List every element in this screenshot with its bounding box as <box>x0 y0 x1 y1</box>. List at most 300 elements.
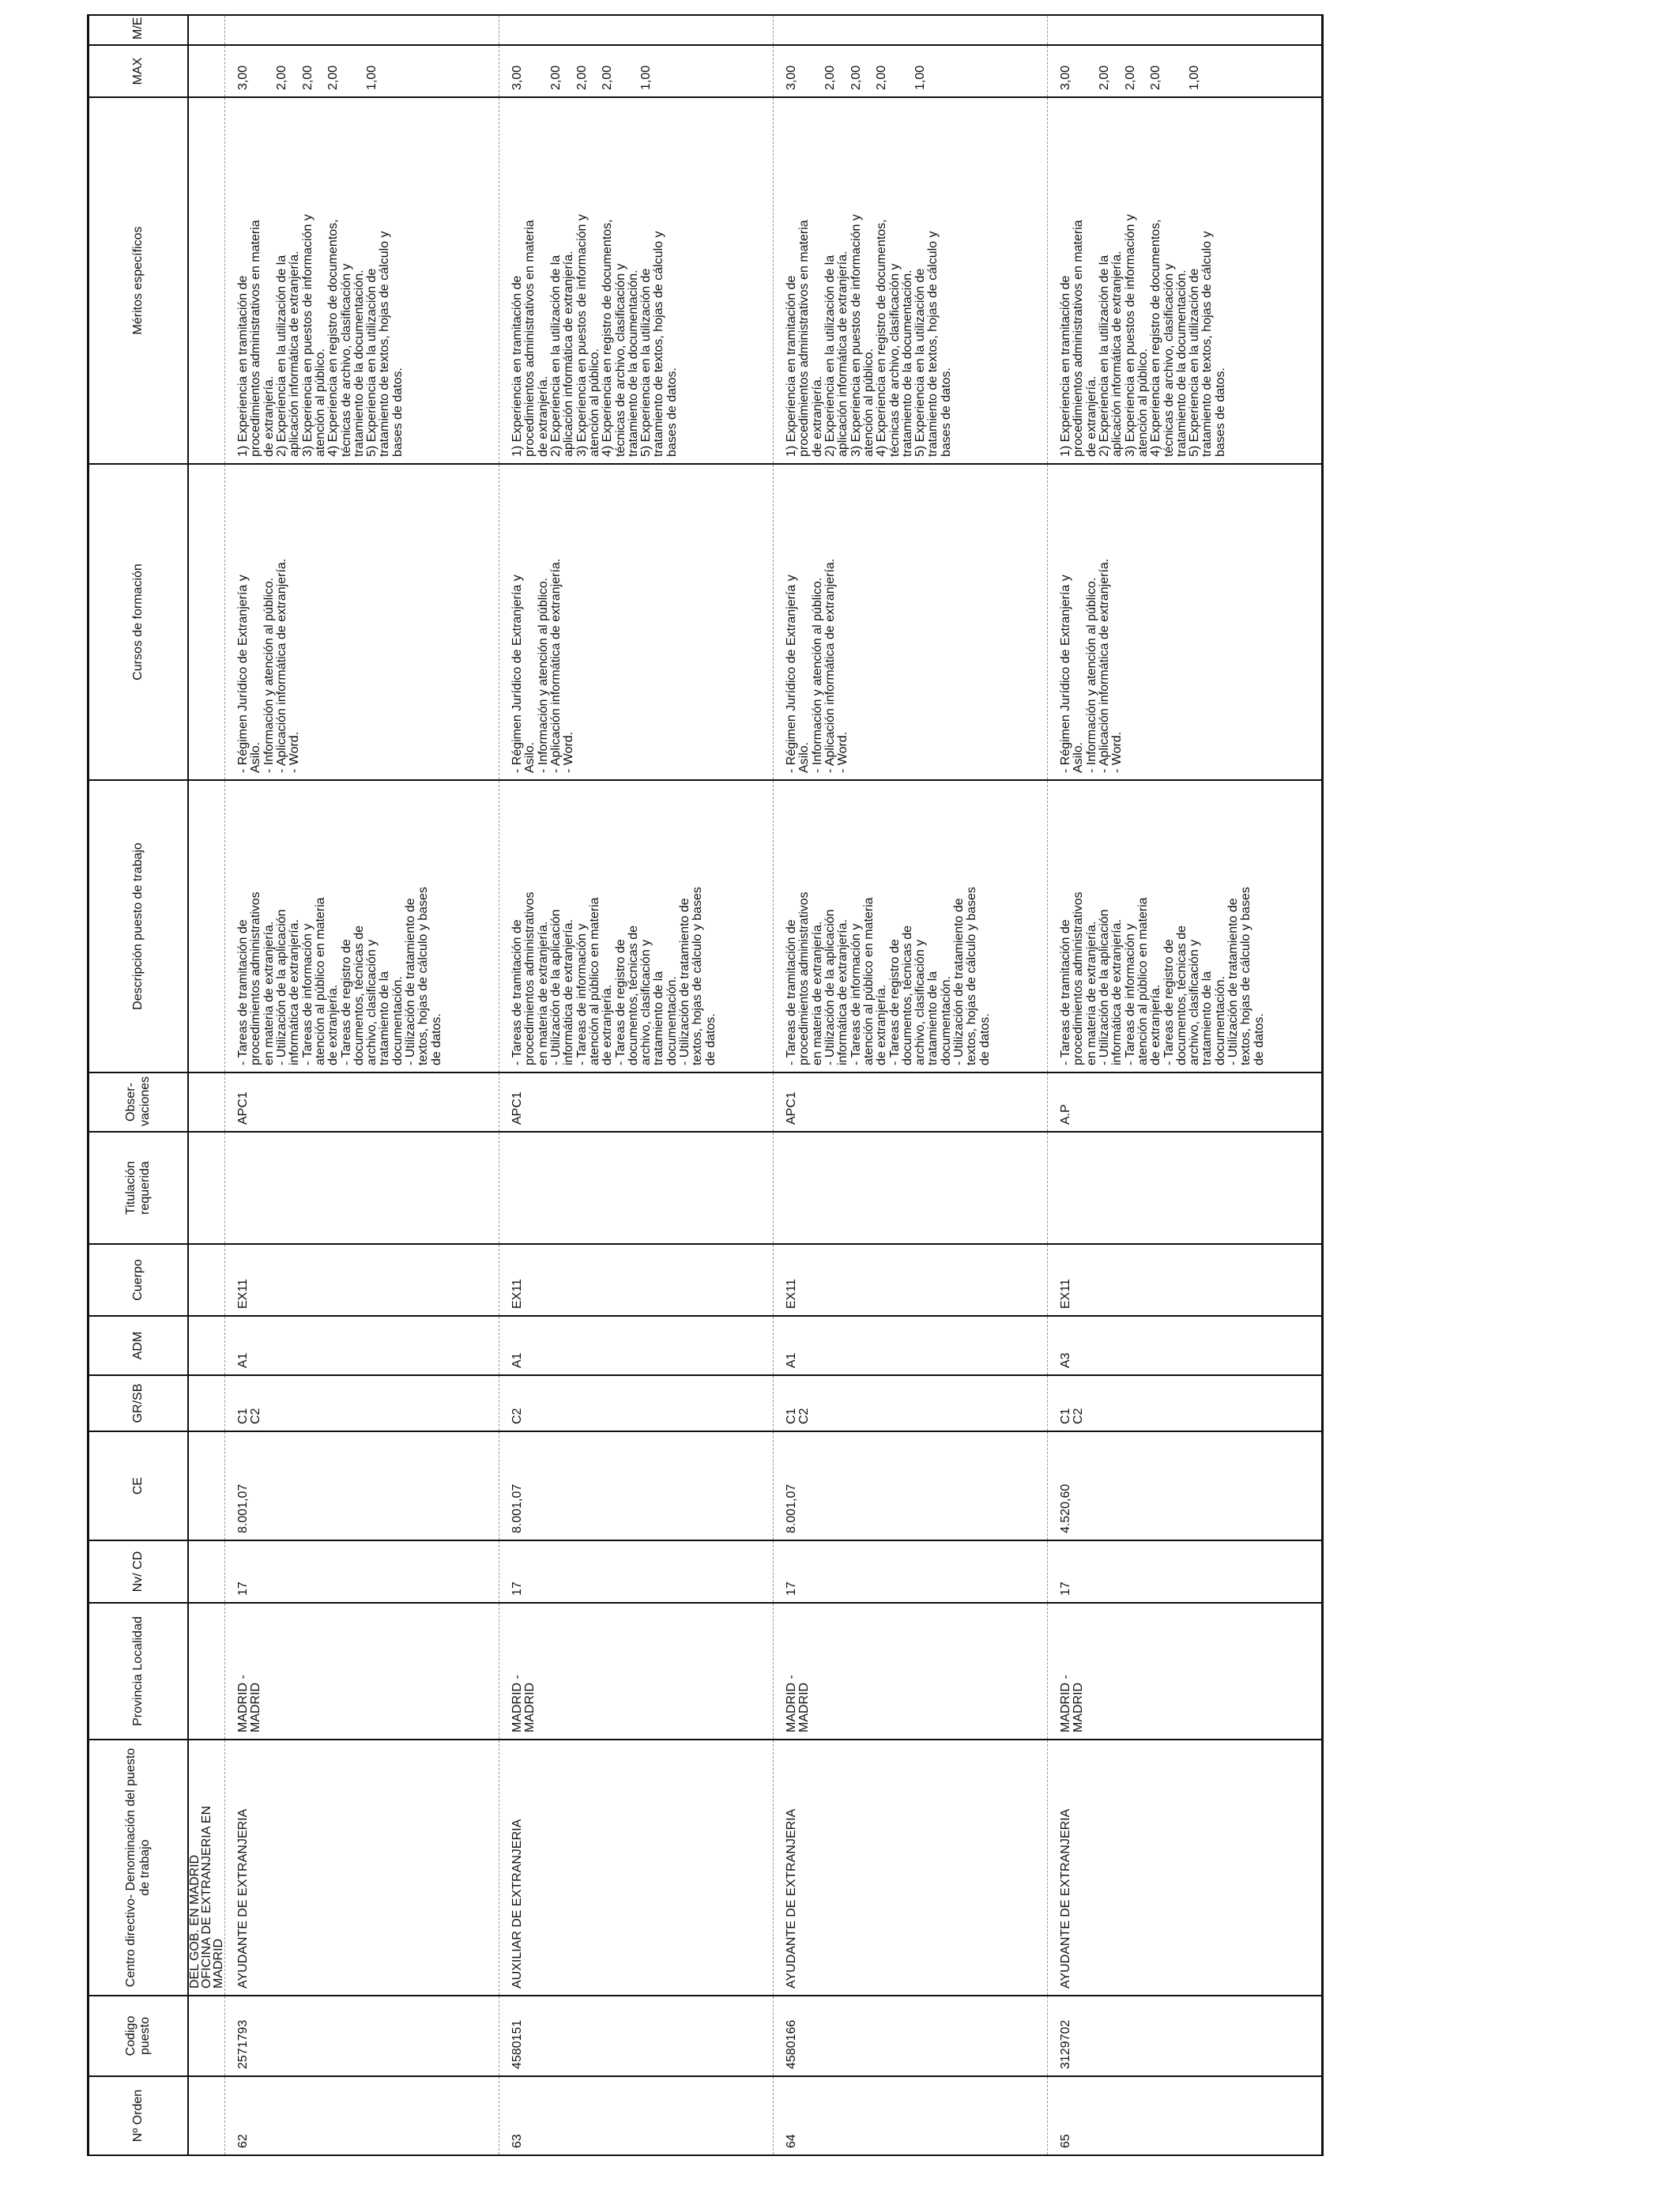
header-me: M/E <box>89 15 189 45</box>
descripcion-line: - Utilización de tratamiento de <box>952 898 966 1065</box>
meritos-line: procedimientos administrativos en materia <box>249 220 263 457</box>
observaciones-cell <box>225 1072 499 1132</box>
meritos-line: tratamiento de textos, hojas de cálculo y <box>926 231 940 457</box>
cursos-line: - Word. <box>1110 731 1124 773</box>
table-row <box>225 15 499 2155</box>
descripcion-line: documentos, técnicas de <box>1174 925 1188 1065</box>
cursos-line: - Régimen Jurídico de Extranjería y <box>785 575 798 773</box>
cursos-cell <box>1048 464 1323 780</box>
grupo-cell <box>499 1375 774 1431</box>
codigo-cell <box>225 1996 499 2076</box>
denominacion-value: AYUDANTE DE EXTRANJERIA <box>236 1808 250 1989</box>
nivel-value: 17 <box>236 1581 250 1596</box>
cursos-line: - Información y atención al público. <box>810 577 824 773</box>
meritos-line: 1) Experiencia en tramitación de <box>785 275 798 457</box>
meritos-line: 2) Experiencia en la utilización de la <box>274 254 288 457</box>
section-line: DEL GOB. EN MADRID <box>188 1854 202 1989</box>
meritos-line: 4) Experiencia en registro de documentos, <box>875 219 889 457</box>
meritos-line: de extranjería. <box>1084 375 1098 457</box>
meritos-line: 4) Experiencia en registro de documentos, <box>1149 219 1163 457</box>
orden-cell <box>225 2076 499 2155</box>
descripcion-line: informática de extranjería. <box>1110 919 1124 1065</box>
ce-cell <box>225 1431 499 1540</box>
observaciones-cell <box>1048 1072 1323 1132</box>
provincia-cell <box>774 1603 1048 1740</box>
ce-value: 8.001,07 <box>236 1483 250 1533</box>
max-line <box>1072 51 1085 90</box>
meritos-line: bases de datos. <box>1213 368 1227 457</box>
meritos-line: técnicas de archivo, clasificación y <box>339 263 353 457</box>
meritos-line: técnicas de archivo, clasificación y <box>1162 263 1176 457</box>
grupo-line: C1 <box>236 1408 250 1424</box>
meritos-line: de extranjería. <box>810 375 824 457</box>
codigo-value: 2571793 <box>236 2019 250 2069</box>
descripcion-line: textos, hojas de cálculo y bases <box>691 887 705 1065</box>
meritos-line: 3) Experiencia en puestos de información y <box>849 214 863 457</box>
denominacion-cell <box>774 1740 1048 1996</box>
header-max: MAX <box>89 45 189 97</box>
positions-table <box>87 14 1324 2156</box>
provincia-line: MADRID <box>797 1682 812 1732</box>
cursos-line: - Régimen Jurídico de Extranjería y <box>510 575 524 773</box>
nivel-cell <box>774 1540 1048 1603</box>
descripcion-line: textos, hojas de cálculo y bases <box>965 887 979 1065</box>
meritos-line: de extranjería. <box>536 375 550 457</box>
descripcion-line: - Utilización de la aplicación <box>823 909 837 1065</box>
orden-cell <box>774 2076 1048 2155</box>
max-line <box>341 51 353 90</box>
max-line: 3,00 <box>785 65 798 90</box>
descripcion-line: - Utilización de la aplicación <box>1097 909 1111 1065</box>
grupo-line: C2 <box>510 1408 524 1424</box>
meritos-line: 5) Experiencia en la utilización de <box>365 268 379 457</box>
cursos-line: - Régimen Jurídico de Extranjería y <box>236 575 250 773</box>
descripcion-line: - Tareas de información y <box>300 923 315 1065</box>
cursos-line: - Régimen Jurídico de Extranjería y <box>1059 575 1072 773</box>
descripcion-line: textos, hojas de cálculo y bases <box>1239 887 1253 1065</box>
descripcion-line: en materia de extranjería. <box>262 921 276 1065</box>
grupo-cell <box>1048 1375 1323 1431</box>
max-line <box>812 51 824 90</box>
descripcion-line: - Tareas de registro de <box>339 939 353 1065</box>
meritos-line: 3) Experiencia en puestos de información y <box>1123 214 1137 457</box>
descripcion-line: textos, hojas de cálculo y bases <box>416 887 431 1065</box>
cursos-line: - Aplicación informática de extranjería. <box>274 558 288 773</box>
descripcion-line: de datos. <box>703 1013 718 1065</box>
grupo-line: C2 <box>249 1408 263 1424</box>
me-cell <box>225 15 499 45</box>
table-row <box>1048 15 1323 2155</box>
section-empty-cell <box>188 2076 225 2155</box>
adm-cell <box>225 1316 499 1375</box>
descripcion-line: tratamiento de la <box>926 971 940 1065</box>
max-line <box>353 51 366 90</box>
meritos-line: procedimientos administrativos en materia <box>1072 220 1086 457</box>
max-line <box>798 51 811 90</box>
max-line <box>288 51 301 90</box>
descripcion-line: - Tareas de tramitación de <box>1059 919 1072 1065</box>
header-grupo: GR/SB <box>89 1375 189 1431</box>
provincia-cell <box>225 1603 499 1740</box>
descripcion-line: archivo, clasificación y <box>1188 939 1202 1065</box>
orden-cell <box>1048 2076 1323 2155</box>
header-provincia: Provincia Localidad <box>89 1603 189 1740</box>
cursos-cell <box>225 464 499 780</box>
descripcion-line: - Utilización de tratamiento de <box>404 898 418 1065</box>
ce-value: 8.001,07 <box>785 1483 798 1533</box>
max-line <box>1111 51 1124 90</box>
adm-value: A1 <box>510 1352 524 1368</box>
cursos-line: - Información y atención al público. <box>536 577 550 773</box>
meritos-cell <box>1048 97 1323 464</box>
nivel-cell <box>1048 1540 1323 1603</box>
descripcion-line: procedimientos administrativos <box>249 892 263 1065</box>
denominacion-cell <box>225 1740 499 1996</box>
meritos-line: técnicas de archivo, clasificación y <box>613 263 627 457</box>
descripcion-line: - Tareas de registro de <box>1162 939 1176 1065</box>
max-line: 3,00 <box>1059 65 1072 90</box>
cuerpo-cell <box>225 1244 499 1316</box>
descripcion-line: tratamiento de la <box>378 971 392 1065</box>
meritos-line: 4) Experiencia en registro de documentos, <box>326 219 341 457</box>
cursos-line: - Aplicación informática de extranjería. <box>823 558 837 773</box>
orden-value: 65 <box>1059 2134 1072 2148</box>
meritos-line: tratamiento de textos, hojas de cálculo y <box>652 231 666 457</box>
codigo-value: 4580166 <box>785 2019 798 2069</box>
cursos-line: - Word. <box>562 731 576 773</box>
descripcion-line: de datos. <box>977 1013 992 1065</box>
ce-value: 4.520,60 <box>1059 1483 1072 1533</box>
meritos-line: atención al público. <box>861 349 876 457</box>
meritos-line: tratamiento de la documentación. <box>1174 270 1188 457</box>
max-cell <box>774 45 1048 97</box>
max-line <box>563 51 575 90</box>
descripcion-line: procedimientos administrativos <box>1072 892 1086 1065</box>
max-line: 2,00 <box>875 65 889 90</box>
provincia-cell <box>499 1603 774 1740</box>
max-line <box>589 51 601 90</box>
descripcion-line: documentación. <box>1213 976 1227 1065</box>
cuerpo-value: EX11 <box>785 1279 798 1309</box>
max-line <box>1176 51 1188 90</box>
meritos-line: aplicación informática de extranjería. <box>562 251 576 457</box>
provincia-line: MADRID <box>249 1682 263 1732</box>
descripcion-line: documentos, técnicas de <box>352 925 366 1065</box>
grupo-cell <box>774 1375 1048 1431</box>
denominacion-cell <box>1048 1740 1323 1996</box>
cursos-cell <box>774 464 1048 780</box>
cuerpo-cell <box>774 1244 1048 1316</box>
max-line: 2,00 <box>601 65 615 90</box>
header-meritos: Méritos específicos <box>89 97 189 464</box>
max-line <box>1163 51 1176 90</box>
me-cell <box>1048 15 1323 45</box>
header-cursos: Cursos de formación <box>89 464 189 780</box>
header-descripcion: Descripción puesto de trabajo <box>89 780 189 1072</box>
cursos-line: - Aplicación informática de extranjería. <box>1097 558 1111 773</box>
meritos-line: bases de datos. <box>665 368 679 457</box>
max-line <box>889 51 902 90</box>
observaciones-value: APC1 <box>785 1091 798 1125</box>
max-line: 2,00 <box>1097 65 1111 90</box>
max-line: 2,00 <box>548 65 563 90</box>
provincia-cell <box>1048 1603 1323 1740</box>
provincia-line: MADRID - <box>236 1675 250 1732</box>
descripcion-line: en materia de extranjería. <box>810 921 824 1065</box>
meritos-line: tratamiento de la documentación. <box>626 270 640 457</box>
header-row <box>89 15 189 2155</box>
descripcion-line: procedimientos administrativos <box>523 892 537 1065</box>
orden-value: 63 <box>510 2134 524 2148</box>
section-empty-cell <box>188 45 225 97</box>
nivel-cell <box>225 1540 499 1603</box>
section-empty-cell <box>188 97 225 464</box>
descripcion-line: - Tareas de tramitación de <box>785 919 798 1065</box>
meritos-line: 2) Experiencia en la utilización de la <box>1097 254 1111 457</box>
codigo-cell <box>499 1996 774 2076</box>
max-line: 2,00 <box>1123 65 1137 90</box>
descripcion-line: archivo, clasificación y <box>639 939 654 1065</box>
max-line <box>250 51 262 90</box>
max-line: 2,00 <box>274 65 288 90</box>
section-empty-cell <box>188 1996 225 2076</box>
max-line: 2,00 <box>326 65 341 90</box>
cuerpo-value: EX11 <box>1059 1279 1072 1309</box>
meritos-line: 5) Experiencia en la utilización de <box>639 268 654 457</box>
max-line: 1,00 <box>639 65 654 90</box>
max-line: 3,00 <box>236 65 250 90</box>
max-line <box>1086 51 1098 90</box>
codigo-value: 4580151 <box>510 2019 524 2069</box>
denominacion-value: AYUDANTE DE EXTRANJERIA <box>785 1808 798 1989</box>
section-empty-cell <box>188 1431 225 1540</box>
meritos-line: 4) Experiencia en registro de documentos, <box>601 219 615 457</box>
provincia-line: MADRID <box>1072 1682 1086 1732</box>
descripcion-line: archivo, clasificación y <box>365 939 379 1065</box>
cursos-line: Asilo. <box>1072 741 1086 773</box>
grupo-line: C2 <box>1072 1408 1086 1424</box>
adm-cell <box>499 1316 774 1375</box>
observaciones-value: A.P <box>1059 1104 1072 1125</box>
max-line <box>1137 51 1150 90</box>
max-cell <box>499 45 774 97</box>
meritos-line: aplicación informática de extranjería. <box>836 251 850 457</box>
meritos-line: atención al público. <box>1136 349 1150 457</box>
denominacion-value: AUXILIAR DE EXTRANJERIA <box>510 1819 524 1989</box>
meritos-line: tratamiento de textos, hojas de cálculo y <box>1200 231 1215 457</box>
section-empty-cell <box>188 1316 225 1375</box>
header-codigo: Codigo puesto <box>89 1996 189 2076</box>
descripcion-line: de datos. <box>1252 1013 1266 1065</box>
max-line <box>524 51 537 90</box>
descripcion-cell <box>774 780 1048 1072</box>
descripcion-line: - Utilización de tratamiento de <box>1226 898 1241 1065</box>
cuerpo-cell <box>1048 1244 1323 1316</box>
section-empty-cell <box>188 1072 225 1132</box>
meritos-cell <box>225 97 499 464</box>
section-empty-cell <box>188 780 225 1072</box>
max-line <box>863 51 876 90</box>
nivel-value: 17 <box>510 1581 524 1596</box>
section-centro <box>188 1740 225 1996</box>
max-line: 2,00 <box>849 65 863 90</box>
descripcion-line: - Tareas de tramitación de <box>236 919 250 1065</box>
meritos-line: atención al público. <box>587 349 601 457</box>
max-line: 3,00 <box>510 65 524 90</box>
meritos-line: procedimientos administrativos en materia <box>523 220 537 457</box>
provincia-line: MADRID - <box>510 1675 524 1732</box>
descripcion-line: - Tareas de registro de <box>613 939 627 1065</box>
descripcion-line: informática de extranjería. <box>836 919 850 1065</box>
grupo-line: C1 <box>785 1408 798 1424</box>
section-line: MADRID <box>212 1938 225 1989</box>
descripcion-line: - Tareas de registro de <box>887 939 902 1065</box>
meritos-line: aplicación informática de extranjería. <box>288 251 302 457</box>
denominacion-value: AYUDANTE DE EXTRANJERIA <box>1059 1808 1072 1989</box>
descripcion-cell <box>499 780 774 1072</box>
adm-value: A1 <box>236 1352 250 1368</box>
descripcion-line: tratamiento de la <box>652 971 666 1065</box>
cursos-line: Asilo. <box>797 741 812 773</box>
provincia-line: MADRID <box>523 1682 537 1732</box>
codigo-value: 3129702 <box>1059 2019 1072 2069</box>
meritos-line: 3) Experiencia en puestos de información y <box>574 214 589 457</box>
denominacion-cell <box>499 1740 774 1996</box>
descripcion-line: - Tareas de tramitación de <box>510 919 524 1065</box>
descripcion-line: tratamiento de la <box>1200 971 1215 1065</box>
header-titulacion: Titulación requerida <box>89 1132 189 1244</box>
titulacion-cell <box>774 1132 1048 1244</box>
meritos-line: 2) Experiencia en la utilización de la <box>823 254 837 457</box>
max-line: 2,00 <box>1149 65 1163 90</box>
grupo-line: C1 <box>1059 1408 1072 1424</box>
provincia-line: MADRID - <box>1059 1675 1072 1732</box>
meritos-line: 5) Experiencia en la utilización de <box>1188 268 1202 457</box>
orden-cell <box>499 2076 774 2155</box>
adm-value: A3 <box>1059 1352 1072 1368</box>
descripcion-line: de extranjería. <box>875 984 889 1065</box>
titulacion-cell <box>499 1132 774 1244</box>
cursos-line: - Word. <box>288 731 302 773</box>
meritos-line: 5) Experiencia en la utilización de <box>913 268 928 457</box>
me-cell <box>499 15 774 45</box>
orden-value: 62 <box>236 2134 250 2148</box>
header-observaciones: Obser- vaciones <box>89 1072 189 1132</box>
cursos-line: - Aplicación informática de extranjería. <box>548 558 563 773</box>
meritos-line: 1) Experiencia en tramitación de <box>236 275 250 457</box>
max-line: 2,00 <box>823 65 837 90</box>
cuerpo-cell <box>499 1244 774 1316</box>
descripcion-line: - Utilización de tratamiento de <box>678 898 692 1065</box>
adm-cell <box>774 1316 1048 1375</box>
max-line <box>627 51 640 90</box>
descripcion-line: - Tareas de información y <box>1123 923 1137 1065</box>
observaciones-cell <box>499 1072 774 1132</box>
cuerpo-value: EX11 <box>236 1279 250 1309</box>
descripcion-line: - Utilización de la aplicación <box>274 909 288 1065</box>
descripcion-line: procedimientos administrativos <box>797 892 812 1065</box>
descripcion-line: atención al público en materia <box>861 897 876 1065</box>
descripcion-line: atención al público en materia <box>587 897 601 1065</box>
meritos-line: tratamiento de textos, hojas de cálculo y <box>378 231 392 457</box>
max-line <box>615 51 627 90</box>
descripcion-line: informática de extranjería. <box>562 919 576 1065</box>
descripcion-line: documentos, técnicas de <box>626 925 640 1065</box>
max-line: 1,00 <box>1188 65 1202 90</box>
cursos-line: - Información y atención al público. <box>1084 577 1098 773</box>
max-line <box>537 51 550 90</box>
max-line: 1,00 <box>913 65 928 90</box>
titulacion-cell <box>225 1132 499 1244</box>
descripcion-line: de extranjería. <box>326 984 341 1065</box>
ce-value: 8.001,07 <box>510 1483 524 1533</box>
cursos-line: - Word. <box>836 731 850 773</box>
observaciones-value: APC1 <box>236 1091 250 1125</box>
max-line: 2,00 <box>574 65 589 90</box>
orden-value: 64 <box>785 2134 798 2148</box>
meritos-cell <box>774 97 1048 464</box>
cursos-line: - Información y atención al público. <box>262 577 276 773</box>
meritos-line: técnicas de archivo, clasificación y <box>887 263 902 457</box>
meritos-line: tratamiento de la documentación. <box>900 270 914 457</box>
section-empty-cell <box>188 1244 225 1316</box>
meritos-line: atención al público. <box>313 349 327 457</box>
header-cuerpo: Cuerpo <box>89 1244 189 1316</box>
descripcion-line: en materia de extranjería. <box>1084 921 1098 1065</box>
ce-cell <box>774 1431 1048 1540</box>
meritos-line: bases de datos. <box>390 368 405 457</box>
meritos-line: 3) Experiencia en puestos de información y <box>300 214 315 457</box>
header-centro: Centro directivo- Denominación del puesto de trabajo <box>89 1740 189 1996</box>
observaciones-cell <box>774 1072 1048 1132</box>
max-cell <box>225 45 499 97</box>
ce-cell <box>1048 1431 1323 1540</box>
descripcion-line: - Tareas de información y <box>574 923 589 1065</box>
cursos-line: Asilo. <box>523 741 537 773</box>
descripcion-line: documentación. <box>665 976 679 1065</box>
section-empty-cell <box>188 464 225 780</box>
descripcion-line: documentos, técnicas de <box>900 925 914 1065</box>
max-line <box>837 51 849 90</box>
adm-value: A1 <box>785 1352 798 1368</box>
section-empty-cell <box>188 1603 225 1740</box>
descripcion-line: atención al público en materia <box>313 897 327 1065</box>
grupo-line: C2 <box>797 1408 812 1424</box>
max-cell <box>1048 45 1323 97</box>
cuerpo-value: EX11 <box>510 1279 524 1309</box>
observaciones-value: APC1 <box>510 1091 524 1125</box>
descripcion-line: archivo, clasificación y <box>913 939 928 1065</box>
descripcion-cell <box>225 780 499 1072</box>
header-adm: ADM <box>89 1316 189 1375</box>
cursos-line: Asilo. <box>249 741 263 773</box>
nivel-value: 17 <box>1059 1581 1072 1596</box>
meritos-line: tratamiento de la documentación. <box>352 270 366 457</box>
descripcion-line: - Utilización de la aplicación <box>548 909 563 1065</box>
descripcion-line: de datos. <box>429 1013 443 1065</box>
header-orden: Nº Orden <box>89 2076 189 2155</box>
meritos-line: bases de datos. <box>939 368 953 457</box>
provincia-line: MADRID - <box>785 1675 798 1732</box>
nivel-value: 17 <box>785 1581 798 1596</box>
nivel-cell <box>499 1540 774 1603</box>
meritos-line: de extranjería. <box>262 375 276 457</box>
grupo-cell <box>225 1375 499 1431</box>
descripcion-line: - Tareas de información y <box>849 923 863 1065</box>
cursos-cell <box>499 464 774 780</box>
meritos-line: 2) Experiencia en la utilización de la <box>548 254 563 457</box>
adm-cell <box>1048 1316 1323 1375</box>
